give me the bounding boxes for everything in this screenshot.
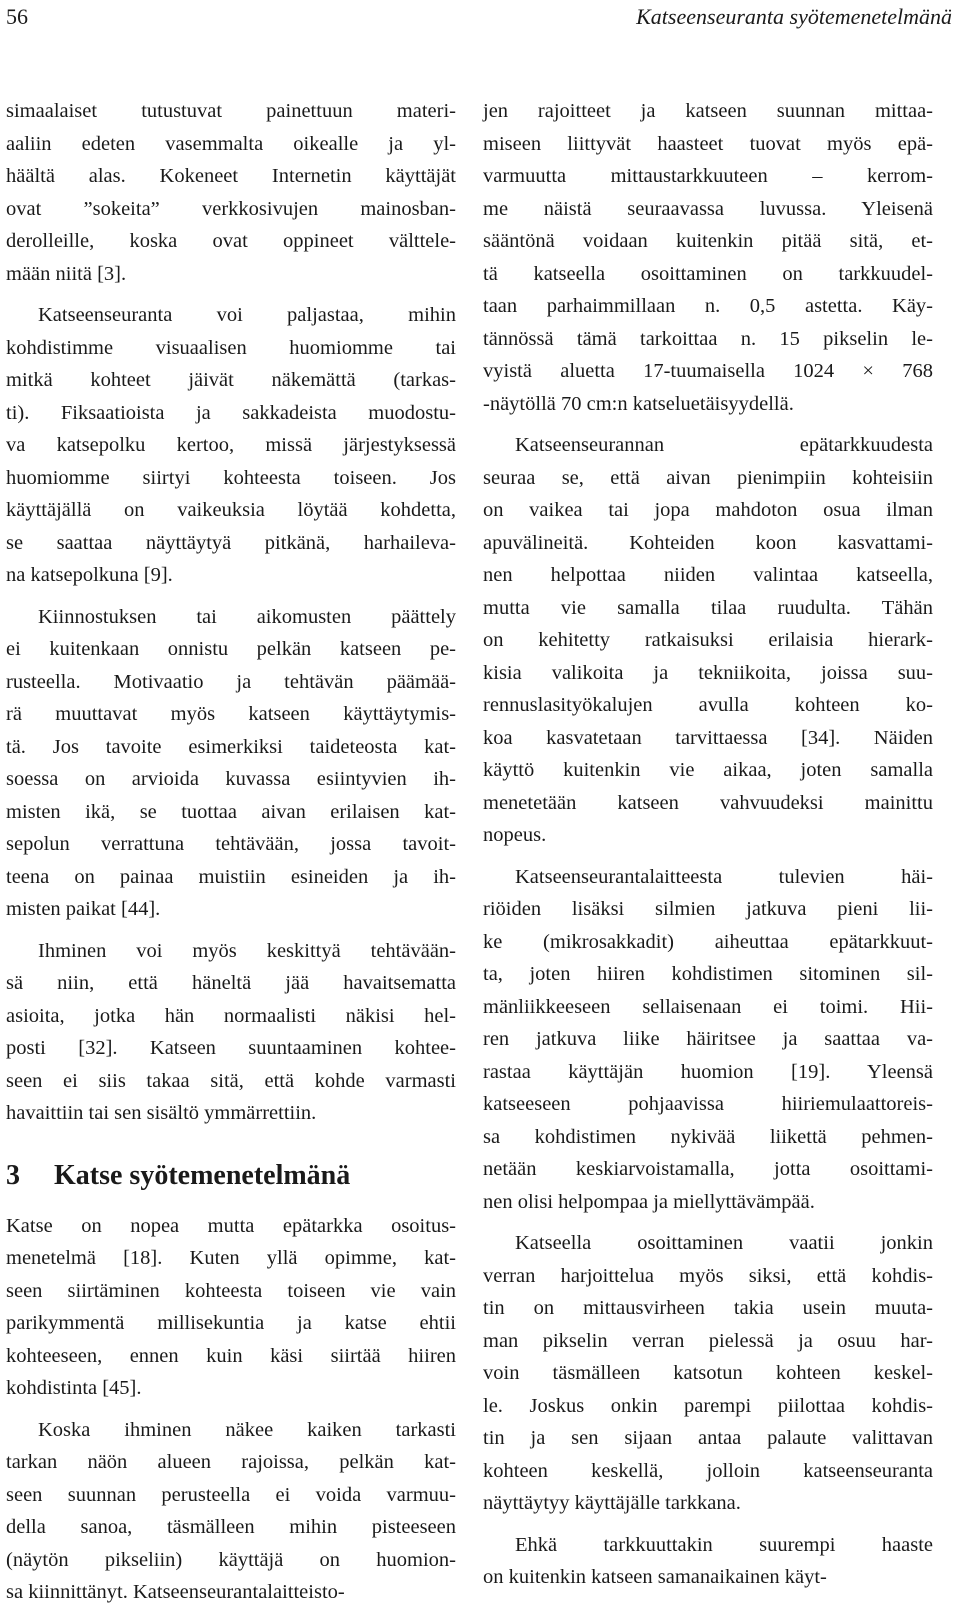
text-line: on kuitenkin katseen samanaikainen käyt- <box>483 1566 827 1588</box>
text-line: havaittiin tai sen sisältö ymmärrettiin. <box>6 1102 317 1124</box>
text-line: rastaa käyttäjän huomion [19]. Yleensä <box>483 1060 933 1083</box>
section-number: 3 <box>6 1159 20 1191</box>
text-line: mitkä kohteet jäivät näkemättä (tarkas- <box>6 369 456 391</box>
text-line: käyttäjällä on vaikeuksia löytää kohdetta, <box>6 499 456 521</box>
text-line: tarkan näön alueen rajoissa, pelkän kat- <box>6 1451 456 1473</box>
text-line: nen helpottaa niiden valintaa katseella, <box>483 564 933 586</box>
text-line: kohdistinta [45]. <box>6 1377 142 1399</box>
page-number: 56 <box>6 4 28 29</box>
text-line: rusteella. Motivaatio ja tehtävän päämää- <box>6 670 456 693</box>
text-line: Koska ihminen näkee kaiken tarkasti <box>38 1418 456 1441</box>
paragraph <box>483 861 933 1219</box>
text-line: taan parhaimmillaan n. 0,5 astetta. Käy- <box>483 295 933 317</box>
text-line: rä muuttavat myös katseen käyttäytymis- <box>6 703 456 725</box>
text-line: rennuslasityökalujen avulla kohteen ko- <box>483 694 933 716</box>
paragraph <box>6 95 456 290</box>
text-line: ke (mikrosakkadit) aiheuttaa epätarkkuut- <box>483 930 933 953</box>
text-line: näyttäytyy käyttäjälle tarkkana. <box>483 1492 741 1514</box>
text-line: na katsepolkuna [9]. <box>6 564 173 586</box>
text-line: seen siirtäminen kohteesta toiseen vie vain <box>6 1279 456 1302</box>
text-line: kohteen keskellä, jolloin katseenseuranta <box>483 1459 933 1482</box>
paragraph <box>6 1414 456 1609</box>
text-line: me näistä seuraavassa luvussa. Yleisenä <box>483 197 933 220</box>
text-line: -näytöllä 70 cm:n katseluetäisyydellä. <box>483 392 794 415</box>
text-line: seuraa se, että aivan pienimpiin kohteisiin <box>483 466 933 489</box>
text-line: huomiomme siirtyi kohteesta toiseen. Jos <box>6 466 456 489</box>
paragraph <box>483 1529 933 1594</box>
text-line: sääntönä voidaan kuitenkin pitää sitä, et- <box>483 230 933 252</box>
paragraph <box>6 601 456 926</box>
text-line: teena on painaa muistiin esineiden ja ih- <box>6 865 456 888</box>
text-line: tännössä tämä tarkoittaa n. 15 pikselin le- <box>483 327 933 350</box>
text-line: kohdistimme visuaalisen huomiomme tai <box>6 336 456 359</box>
text-line: va katsepolku kertoo, missä järjestyksessä <box>6 434 456 456</box>
text-line: (näytön pikseliin) käyttäjä on huomion- <box>6 1548 456 1571</box>
text-line: tä katseella osoittaminen on tarkkuudel- <box>483 262 933 285</box>
text-line: se saattaa näyttäytyä pitkänä, harhaileva- <box>6 531 456 554</box>
text-line: menetelmä [18]. Kuten yllä opimme, kat- <box>6 1247 456 1269</box>
text-line: seen ei siis takaa sitä, että kohde varmasti <box>6 1069 456 1092</box>
text-line: sa kohdistimen nykivää liikettä pehmen- <box>483 1125 933 1148</box>
text-line: jen rajoitteet ja katseen suunnan mittaa- <box>483 100 933 122</box>
text-line: ovat ”sokeita” verkkosivujen mainosban- <box>6 197 456 220</box>
text-line: ei kuitenkaan onnistu pelkän katseen pe- <box>6 638 456 660</box>
text-line: parikymmentä millisekuntia ja katse ehtii <box>6 1312 456 1334</box>
text-line: on kehitetty ratkaisuksi erilaisia hierark- <box>483 629 933 651</box>
text-line: riöiden lisäksi silmien jatkuva pieni lii- <box>483 898 933 920</box>
text-line: nen olisi helpompaa ja miellyttävämpää. <box>483 1190 815 1213</box>
text-line: kohteeseen, ennen kuin käsi siirtää hiiren <box>6 1344 456 1367</box>
text-line: ren jatkuva liike häiritsee ja saattaa va- <box>483 1028 933 1050</box>
text-line: ti). Fiksaatioista ja sakkadeista muodostu- <box>6 401 456 424</box>
text-line: sa kiinnittänyt. Katseenseurantalaitteisto- <box>6 1581 345 1603</box>
text-line: apuvälineitä. Kohteiden koon kasvattami- <box>483 531 933 554</box>
text-line: simaalaiset tutustuvat painettuun materi- <box>6 100 456 122</box>
right-column <box>483 95 933 1594</box>
text-line: mään niitä [3]. <box>6 262 127 285</box>
text-line: Katseenseuranta voi paljastaa, mihin <box>38 304 456 326</box>
text-line: voin täsmälleen katsotun kohteen keskel- <box>483 1362 933 1384</box>
text-line: ta, joten hiiren kohdistimen sitominen sil- <box>483 963 933 985</box>
text-line: kisia valikoita ja tekniikoita, joissa suu- <box>483 661 933 684</box>
text-line: soessa on arvioida kuvassa esiintyvien ih- <box>6 768 456 790</box>
text-line: man pikselin verran pielessä ja osuu har- <box>483 1329 933 1352</box>
text-line: Katseenseurantalaitteesta tulevien häi- <box>515 865 933 888</box>
paragraph <box>483 1227 933 1520</box>
text-line: derolleille, koska ovat oppineet välttele- <box>6 230 456 252</box>
text-line: sä niin, että häneltä jää havaitsematta <box>6 972 456 994</box>
text-line: varmuutta mittaustarkkuuteen – kerrom- <box>483 165 933 187</box>
text-line: Katseenseurannan epätarkkuudesta <box>515 434 933 456</box>
text-line: le. Joskus onkin parempi piilottaa kohdis- <box>483 1394 933 1417</box>
section-heading <box>6 1156 456 1196</box>
text-line: sepolun verrattuna tehtävään, jossa tavoit- <box>6 833 456 855</box>
text-line: misten paikat [44]. <box>6 898 161 920</box>
text-line: vyistä aluetta 17-tuumaisella 1024 × 768 <box>483 360 933 382</box>
text-line: tin on mittausvirheen takia usein muuta- <box>483 1297 933 1319</box>
section-title: Katse syötemenetelmänä <box>54 1159 351 1191</box>
text-line: aaliin edeten vasemmalta oikealle ja yl- <box>6 132 456 155</box>
text-line: menetetään katseen vahvuudeksi mainittu <box>483 791 933 814</box>
paragraph <box>483 95 933 420</box>
text-line: seen suunnan perusteella ei voida varmuu- <box>6 1483 456 1506</box>
running-header <box>6 2 952 32</box>
text-line: nopeus. <box>483 824 547 846</box>
text-line: netään keskiarvoistamalla, jotta osoittami- <box>483 1158 933 1180</box>
text-line: asioita, jotka hän normaalisti näkisi hel- <box>6 1004 456 1027</box>
text-line: mutta vie samalla tilaa ruudulta. Tähän <box>483 596 933 619</box>
text-line: häältä alas. Kokeneet Internetin käyttäjät <box>6 165 456 187</box>
text-line: käyttö kuitenkin vie aikaa, joten samalla <box>483 759 933 781</box>
text-line: koa kasvatetaan tarvittaessa [34]. Näiden <box>483 726 933 749</box>
text-line: Ihminen voi myös keskittyä tehtävään- <box>38 939 456 962</box>
text-line: verran harjoittelua myös siksi, että kohdis- <box>483 1264 933 1287</box>
text-line: Katse on nopea mutta epätarkka osoitus- <box>6 1214 456 1237</box>
text-line: misten ikä, se tuottaa aivan erilaisen kat- <box>6 800 456 823</box>
text-line: Katseella osoittaminen vaatii jonkin <box>515 1232 933 1254</box>
paragraph <box>483 429 933 852</box>
paragraph <box>6 935 456 1130</box>
left-column <box>6 95 456 1609</box>
text-line: Kiinnostuksen tai aikomusten päättely <box>38 605 456 628</box>
text-line: tin ja sen sijaan antaa palaute valittavan <box>483 1427 933 1449</box>
text-line: posti [32]. Katseen suuntaaminen kohtee- <box>6 1037 456 1059</box>
paragraph <box>6 1210 456 1405</box>
text-line: tä. Jos tavoite esimerkiksi taideteosta kat- <box>6 735 456 758</box>
text-line: on vaikea tai jopa mahdoton osua ilman <box>483 499 933 521</box>
text-line: miseen liittyvät haasteet tuovat myös epä- <box>483 132 933 155</box>
text-line: della sanoa, täsmälleen mihin pisteeseen <box>6 1516 456 1538</box>
running-title: Katseenseuranta syötemenetelmänä <box>636 4 952 29</box>
text-line: katseeseen pohjaavissa hiiriemulaattoreis- <box>483 1093 933 1115</box>
text-line: Ehkä tarkkuuttakin suurempi haaste <box>515 1533 933 1556</box>
text-line: mänliikkeeseen sellaisenaan ei toimi. Hii- <box>483 995 933 1018</box>
paragraph <box>6 299 456 592</box>
